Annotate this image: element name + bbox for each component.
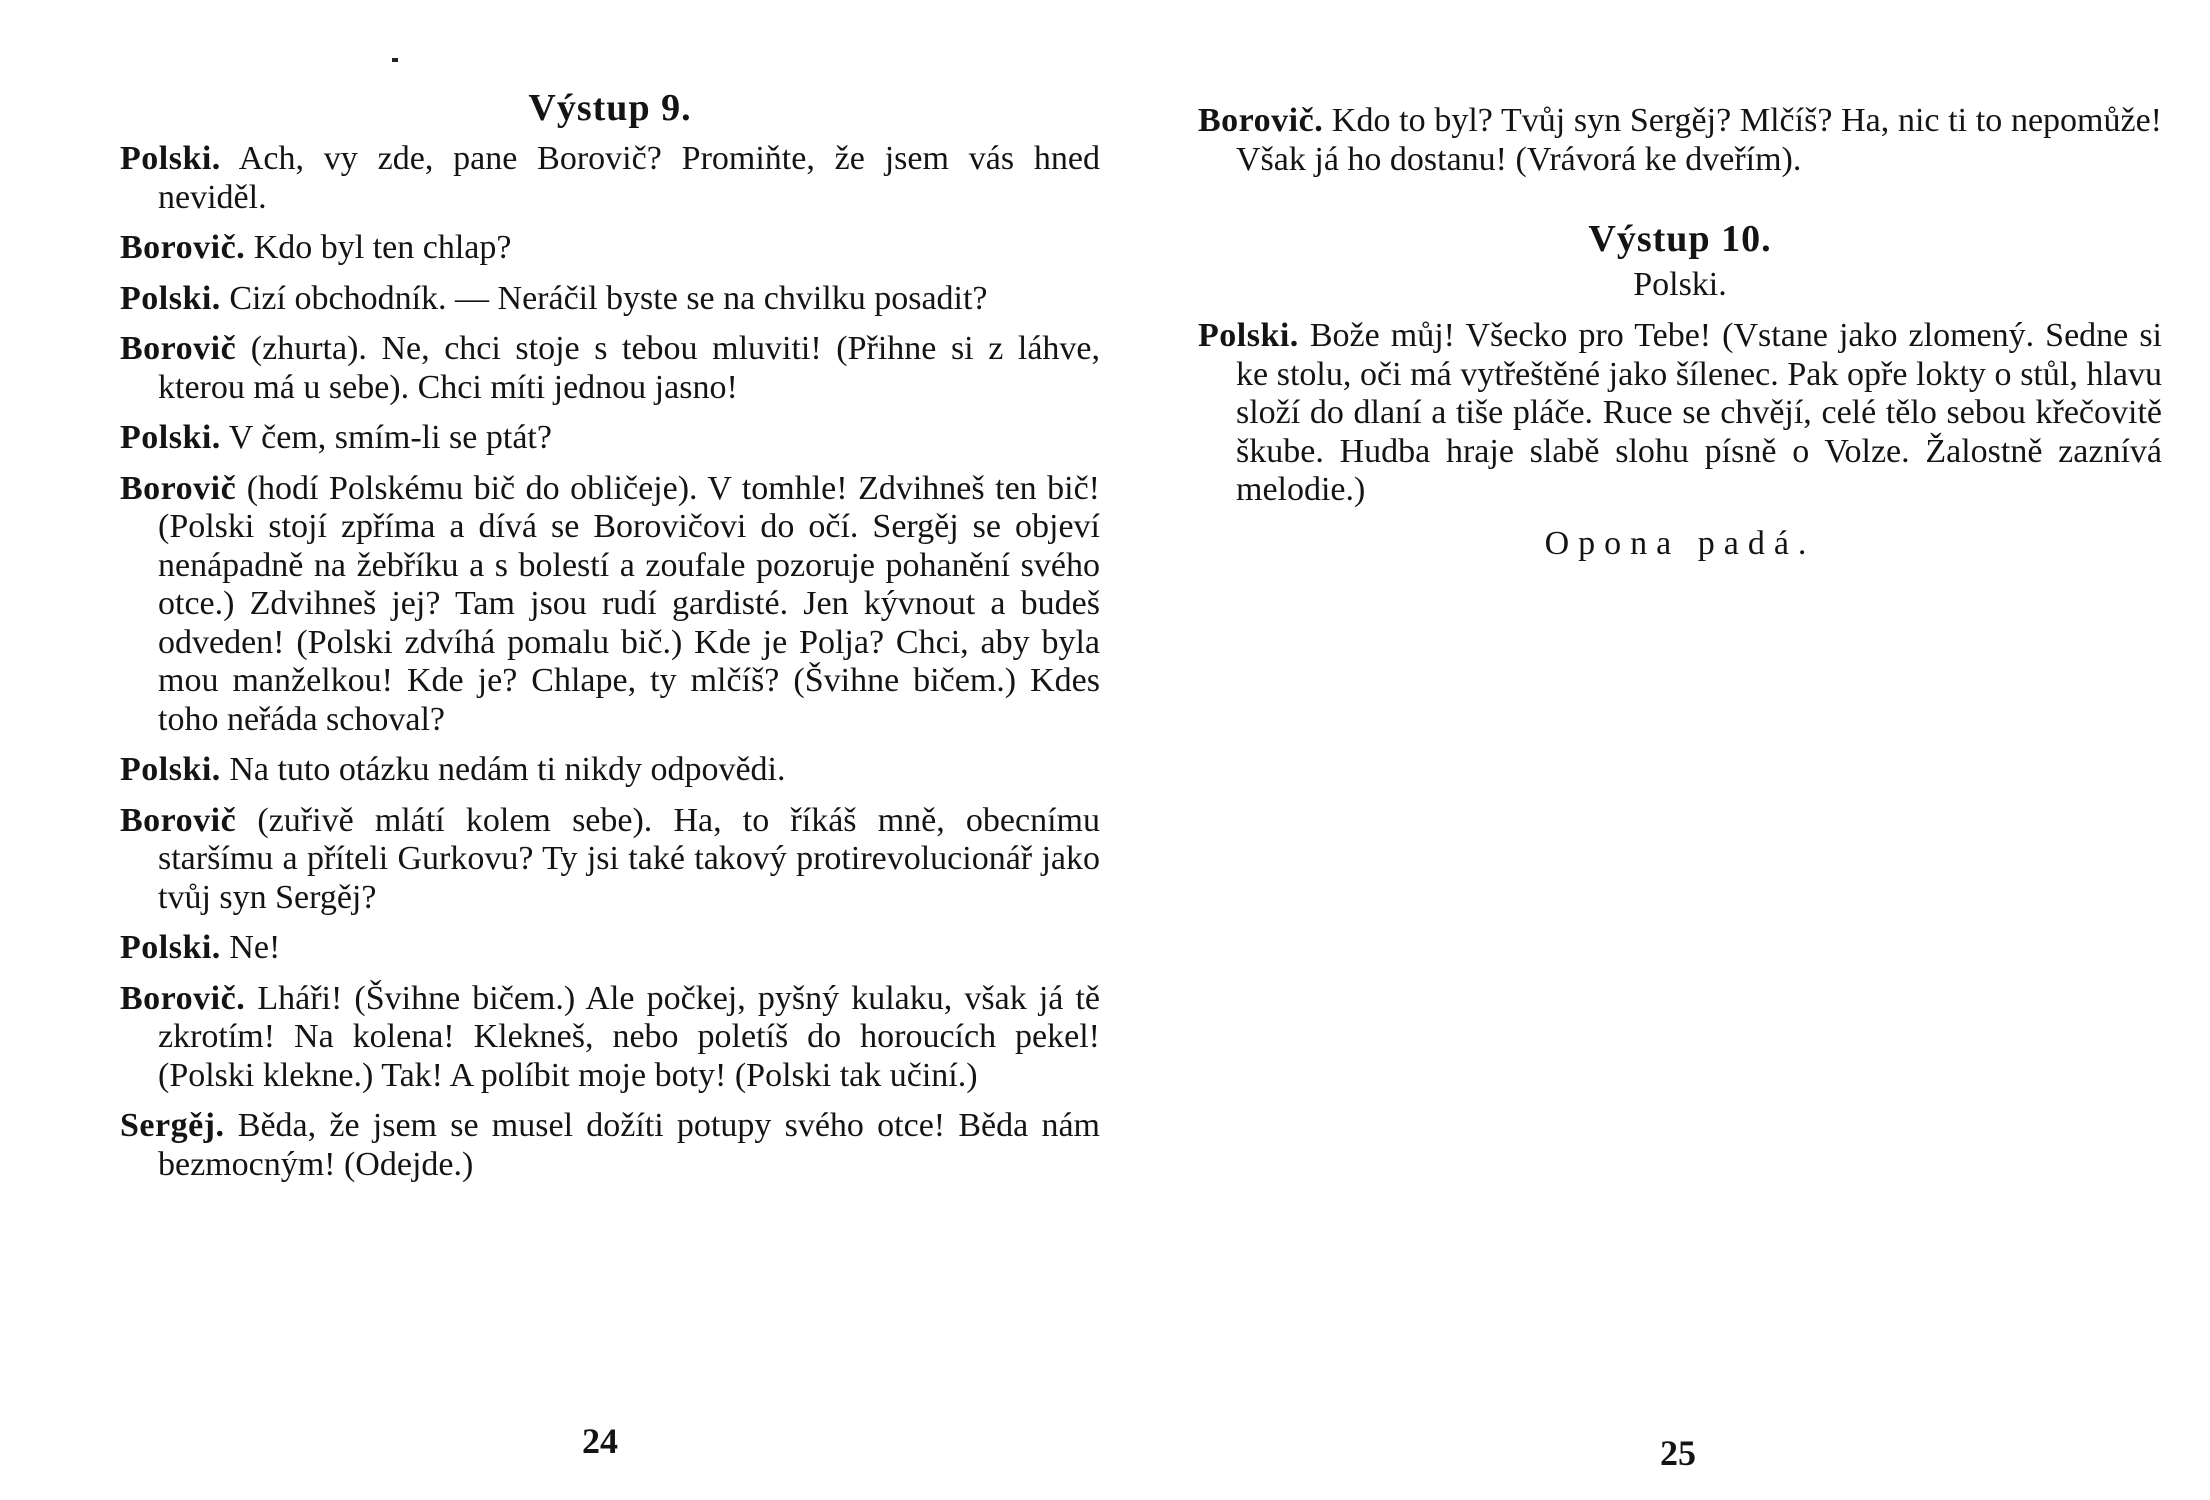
speech-block — [120, 419, 1100, 458]
speech-text: Cizí obchodník. — Neráčil byste se na chvilku posadit? — [229, 279, 988, 317]
speech-block — [120, 140, 1100, 217]
speaker-name: Borovič. — [120, 979, 246, 1017]
speaker-name: Borovič — [120, 801, 237, 839]
curtain-falls: Opona padá. — [1544, 524, 1816, 562]
speaker-name: Borovič — [120, 469, 237, 507]
speech-text: Na tuto otázku nedám ti nikdy odpovědi. — [229, 751, 786, 788]
speaker-name: Polski. — [120, 929, 221, 966]
speaker-name: Polski. — [1198, 317, 1299, 354]
speaker-name: Sergěj. — [120, 1107, 225, 1144]
dialogue — [120, 140, 1100, 1184]
speech-block — [120, 980, 1100, 1096]
speech-text: (zhurta). Ne, chci stoje s tebou mluviti! (Přihne si z láhve, kterou má u sebe). Chci míti jednou jasno! — [158, 330, 1100, 406]
speech-text: Bože můj! Všecko pro Tebe! (Vstane jako zlomený. Sedne si ke stolu, oči má vytřeštěné jako šílenec. Pak opře lokty o stůl, hlavu složí do dlaní a tiše pláče. Ruce se chvějí, celé tělo sebou křečovitě škube. Hudba hraje slabě slohu písně o Volze. Žalostně zaznívá melodie.) — [1236, 317, 2163, 508]
scene-characters: Polski. — [1633, 266, 1727, 303]
speech-block — [120, 1107, 1100, 1184]
page-number: 24 — [582, 1421, 618, 1461]
dialogue — [1198, 317, 2162, 510]
scene-heading: Výstup 10. — [1588, 218, 1772, 260]
speech-block — [120, 929, 1100, 968]
speaker-name: Borovič. — [120, 229, 246, 266]
speech-text: (hodí Polskému bič do obličeje). V tomhle! Zdvihneš ten bič! (Polski stojí zpříma a dívá se Borovičovi do očí. Sergěj se objeví nenápadně na žebříku a s bolestí a zoufale pozoruje pohanění svého otce.) Zdvihneš jej? Tam jsou rudí gardisté. Jen kývnout a budeš odveden! (Polski zdvíhá pomalu bič.) Kde je Polja? Chci, aby byla mou manželkou! Kde je? Chlape, ty mlčíš? (Švihne bičem.) Kdes toho neřáda schoval? — [158, 469, 1101, 738]
left-page — [120, 0, 1100, 1500]
speaker-name: Polski. — [120, 279, 221, 317]
speech-block — [120, 470, 1100, 740]
speech-text: (zuřivě mlátí kolem sebe). Ha, to říkáš mně, obecnímu staršímu a příteli Gurkovu? Ty jsi také takový protirevolucionář jako tvůj syn Sergěj? — [158, 801, 1100, 916]
speech-block — [120, 280, 1100, 319]
speech-text: Kdo byl ten chlap? — [253, 229, 512, 266]
speech-block — [120, 751, 1100, 790]
page-number: 25 — [1660, 1433, 1696, 1473]
speech-text: Ach, vy zde, pane Borovič? Promiňte, že jsem vás hned neviděl. — [158, 140, 1101, 216]
speech-text: Ne! — [229, 929, 281, 966]
speaker-name: Polski. — [120, 140, 221, 177]
speaker-name: Polski. — [120, 751, 221, 788]
dialogue-continued — [1198, 102, 2162, 179]
speech-text: V čem, smím-li se ptát? — [228, 419, 552, 456]
speech-block — [120, 802, 1100, 918]
right-page — [1198, 0, 2162, 1500]
speech-text: Kdo to byl? Tvůj syn Sergěj? Mlčíš? Ha, nic ti to nepomůže! Však já ho dostanu! (Vrávorá ke dveřím). — [1236, 102, 2163, 178]
speech-block — [120, 330, 1100, 407]
speaker-name: Borovič. — [1198, 102, 1324, 139]
speech-text: Běda, že jsem se musel dožíti potupy svého otce! Běda nám bezmocným! (Odejde.) — [158, 1107, 1101, 1183]
speech-block — [120, 229, 1100, 268]
speech-block — [1198, 102, 2162, 179]
speech-block — [1198, 317, 2162, 510]
scene-heading: Výstup 9. — [528, 87, 692, 129]
speaker-name: Borovič — [120, 330, 237, 367]
speech-text: Lháři! (Švihne bičem.) Ale počkej, pyšný kulaku, však já tě zkrotím! Na kolena! Klekneš, nebo poletíš do horoucích pekel! (Polski klekne.) Tak! A políbit moje boty! (Polski tak učiní.) — [158, 979, 1101, 1094]
speaker-name: Polski. — [120, 419, 221, 456]
